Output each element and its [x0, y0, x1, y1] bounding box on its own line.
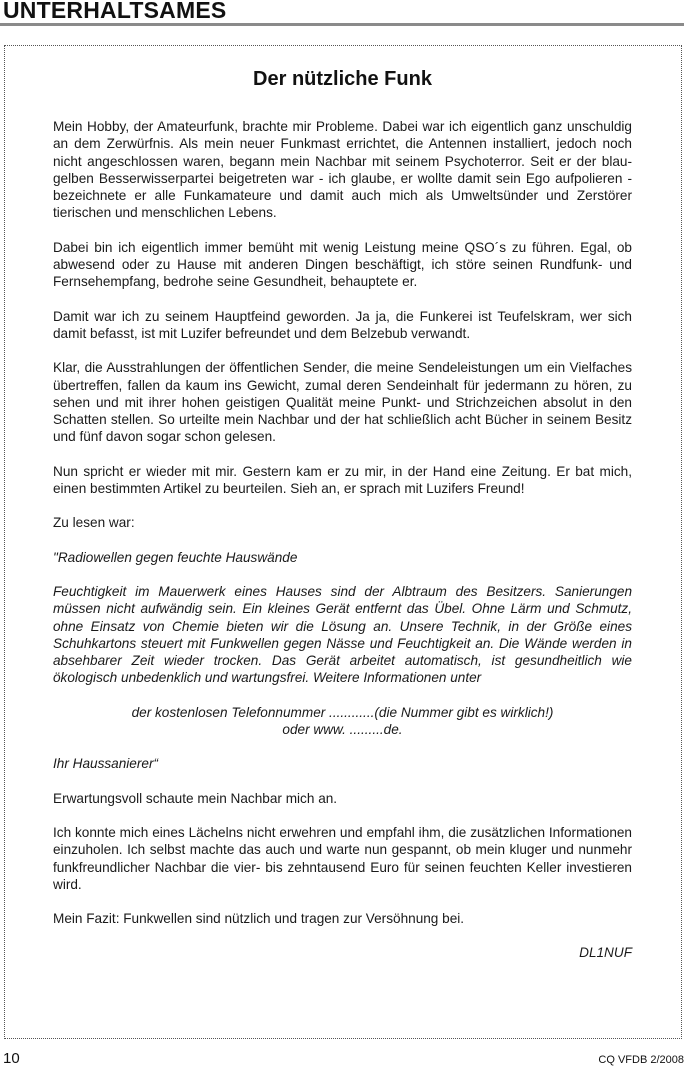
author-signature: DL1NUF — [579, 945, 632, 961]
page-number: 10 — [3, 1050, 20, 1067]
paragraph-5: Nun spricht er wieder mit mir. Gestern kam er zu mir, in der Hand eine Zeitung. Er bat mich, einen bestimmten Artikel zu beurteilen. Sieh an, er sprach mit Luzifers Freund! — [53, 463, 632, 497]
publication-footer: CQ VFDB 2/2008 — [598, 1054, 684, 1066]
quote-contact-phone: der kostenlosen Telefonnummer ............(die Nummer gibt es wirklich!) — [131, 704, 554, 720]
header-rule — [0, 23, 684, 26]
paragraph-6: Zu lesen war: — [53, 515, 135, 531]
paragraph-1: Mein Hobby, der Amateurfunk, brachte mir Probleme. Dabei war ich eigentlich ganz unschuldig an dem Zerwürfnis. Als mein neuer Funkmast errichtet, die Antennen installiert, jedoch noch nicht angeschlossen waren, begann mein Nachbar mit seinem Psychoterror. Seit er der blau-gelben Besserwisserpartei beigetreten war - ich glaube, er wollte damit sein Ego aufpolieren - bezeichnete er alle Funkamateure und damit auch mich als Umweltsünder und Zerstörer tierischen und menschlichen Lebens. — [53, 119, 632, 221]
paragraph-4: Klar, die Ausstrahlungen der öffentlichen Sender, die meine Sendeleistungen um ein Vielfaches übertreffen, fallen da kaum ins Gewicht, zumal deren Sendeinhalt für jedermann zu hören, zu sehen und mit ihrer hohen geistigen Qualität meine Punkt- und Strichzeichen absolut in den Schatten stellen. So urteilte mein Nachbar und der hat schließlich acht Bücher in seinem Besitz und fünf davon sogar schon gelesen. — [53, 360, 632, 445]
quote-title: "Radiowellen gegen feuchte Hauswände — [53, 549, 298, 565]
quote-signature: Ihr Haussanierer“ — [53, 756, 159, 772]
section-title: UNTERHALTSAMES — [3, 0, 227, 23]
closing-paragraph-1: Erwartungsvoll schaute mein Nachbar mich an. — [53, 790, 338, 806]
article-title: Der nützliche Funk — [253, 68, 432, 90]
quote-contact — [53, 704, 632, 739]
closing-paragraph-2: Ich konnte mich eines Lächelns nicht erwehren und empfahl ihm, die zusätzlichen Informationen einzuholen. Ich selbst machte das auch und warte nun gespannt, ob mein kluger und nunmehr funkfreundlicher Nachbar die vier- bis zehntausend Euro für seinen feuchten Keller investieren wird. — [53, 824, 632, 892]
quote-contact-web: oder www. .........de. — [282, 722, 403, 738]
paragraph-3: Damit war ich zu seinem Hauptfeind geworden. Ja ja, die Funkerei ist Teufelskram, wer sich damit befasst, ist mit Luzifer befreundet und dem Belzebub verwandt. — [53, 308, 632, 341]
article — [53, 64, 632, 979]
paragraph-2: Dabei bin ich eigentlich immer bemüht mit wenig Leistung meine QSO´s zu führen. Egal, ob abwesend oder zu Hause mit anderen Dingen beschäftigt, ich störe seinen Rundfunk- und Fernsehempfang, bedrohe seine Gesundheit, behauptete er. — [53, 239, 632, 290]
closing-paragraph-3: Mein Fazit: Funkwellen sind nützlich und tragen zur Versöhnung bei. — [53, 911, 465, 927]
quote-body: Feuchtigkeit im Mauerwerk eines Hauses sind der Albtraum des Besitzers. Sanierungen müssen nicht aufwändig sein. Ein kleines Gerät entfernt das Übel. Ohne Lärm und Schmutz, ohne Einsatz von Chemie bieten wir die Lösung an. Unsere Technik, in der Größe eines Schuhkartons steuert mit Funkwellen gegen Nässe und Feuchtigkeit an. Die Wände werden in absehbarer Zeit wieder trocken. Das Gerät arbeitet automatisch, ist gesundheitlich wie ökologisch unbedenklich und wartungsfrei. Weitere Informationen unter — [53, 583, 632, 686]
